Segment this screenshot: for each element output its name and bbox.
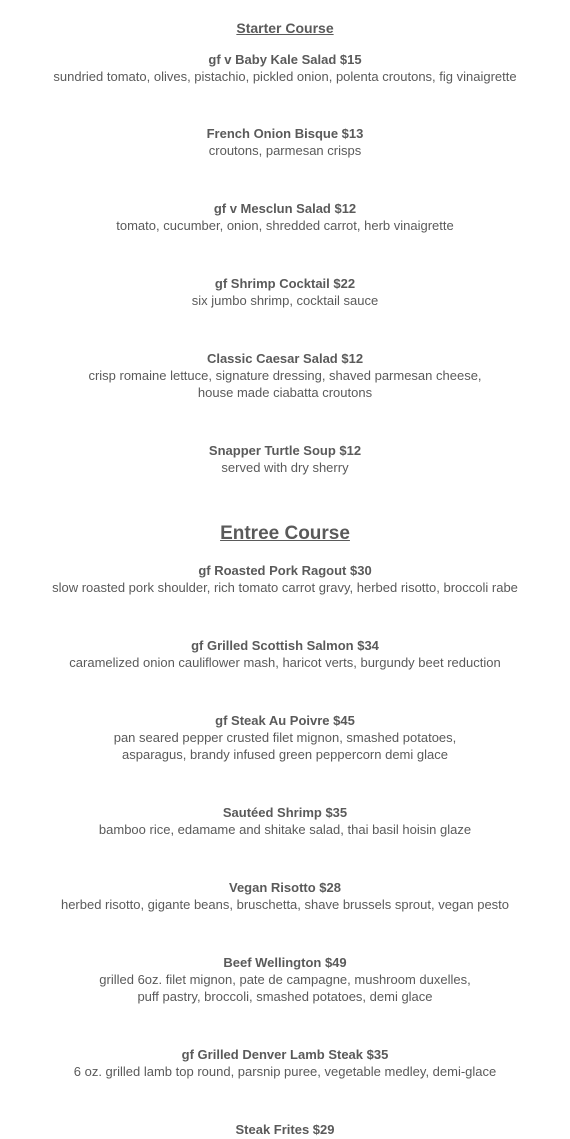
- menu-item-name: Vegan Risotto $28: [229, 880, 341, 895]
- menu-item: [0, 350, 570, 401]
- menu-item-description: [0, 142, 570, 159]
- menu-item-description: [0, 68, 570, 85]
- menu-item: [0, 51, 570, 85]
- description-line: 6 oz. grilled lamb top round, parsnip puree, vegetable medley, demi-glace: [73, 1064, 497, 1079]
- menu-item-name: French Onion Bisque $13: [206, 126, 364, 141]
- menu-item: [0, 562, 570, 596]
- menu-item: [0, 1121, 570, 1138]
- description-line: croutons, parmesan crisps: [208, 143, 362, 158]
- menu-item-name: gf Shrimp Cocktail $22: [214, 276, 356, 291]
- menu-item-description: [0, 729, 570, 763]
- description-line: slow roasted pork shoulder, rich tomato carrot gravy, herbed risotto, broccoli rabe: [52, 580, 518, 595]
- menu-item-description: [0, 459, 570, 476]
- menu-item-name: gf Grilled Scottish Salmon $34: [191, 638, 379, 653]
- menu-item-description: [0, 367, 570, 401]
- menu-item-description: [0, 654, 570, 671]
- menu-item-name: gf v Mesclun Salad $12: [213, 201, 357, 216]
- menu-item-name: Classic Caesar Salad $12: [206, 351, 364, 366]
- menu-item: [0, 637, 570, 671]
- menu-item: [0, 125, 570, 159]
- menu-item: [0, 804, 570, 838]
- menu-item-description: [0, 1063, 570, 1080]
- menu-item: [0, 712, 570, 763]
- description-line: asparagus, brandy infused green peppercorn demi glace: [122, 747, 448, 762]
- description-line: herbed risotto, gigante beans, bruschetta, shave brussels sprout, vegan pesto: [60, 897, 510, 912]
- description-line: caramelized onion cauliflower mash, haricot verts, burgundy beet reduction: [69, 655, 501, 670]
- menu-item-name: Beef Wellington $49: [223, 955, 347, 970]
- menu-item-name: gf v Baby Kale Salad $15: [208, 52, 362, 67]
- menu-item-name: gf Steak Au Poivre $45: [215, 713, 355, 728]
- description-line: house made ciabatta croutons: [197, 385, 373, 400]
- description-line: grilled 6oz. filet mignon, pate de campagne, mushroom duxelles,: [99, 972, 471, 987]
- menu-item: [0, 879, 570, 913]
- description-line: bamboo rice, edamame and shitake salad, thai basil hoisin glaze: [98, 822, 472, 837]
- menu-item-name: gf Grilled Denver Lamb Steak $35: [181, 1047, 389, 1062]
- menu-item-description: [0, 579, 570, 596]
- menu-item: [0, 200, 570, 234]
- menu-item-name: gf Roasted Pork Ragout $30: [198, 563, 372, 578]
- menu-item: [0, 1046, 570, 1080]
- menu-item-description: [0, 292, 570, 309]
- menu-item-description: [0, 896, 570, 913]
- menu-item-name: Snapper Turtle Soup $12: [208, 443, 362, 458]
- description-line: crisp romaine lettuce, signature dressing, shaved parmesan cheese,: [88, 368, 482, 383]
- description-line: served with dry sherry: [221, 460, 349, 475]
- description-line: six jumbo shrimp, cocktail sauce: [191, 293, 379, 308]
- menu-item-name: Steak Frites $29: [235, 1122, 335, 1137]
- description-line: tomato, cucumber, onion, shredded carrot, herb vinaigrette: [116, 218, 454, 233]
- menu-item-description: [0, 971, 570, 1005]
- description-line: puff pastry, broccoli, smashed potatoes, demi glace: [137, 989, 433, 1004]
- menu-item-description: [0, 217, 570, 234]
- menu-item: [0, 954, 570, 1005]
- menu-item: [0, 275, 570, 309]
- starter-course-heading: Starter Course: [236, 20, 334, 36]
- description-line: pan seared pepper crusted filet mignon, smashed potatoes,: [113, 730, 457, 745]
- menu-item: [0, 442, 570, 476]
- menu-item-description: [0, 821, 570, 838]
- menu-item-name: Sautéed Shrimp $35: [222, 805, 348, 820]
- entree-course-heading: Entree Course: [220, 523, 350, 544]
- description-line: sundried tomato, olives, pistachio, pickled onion, polenta croutons, fig vinaigrette: [53, 69, 517, 84]
